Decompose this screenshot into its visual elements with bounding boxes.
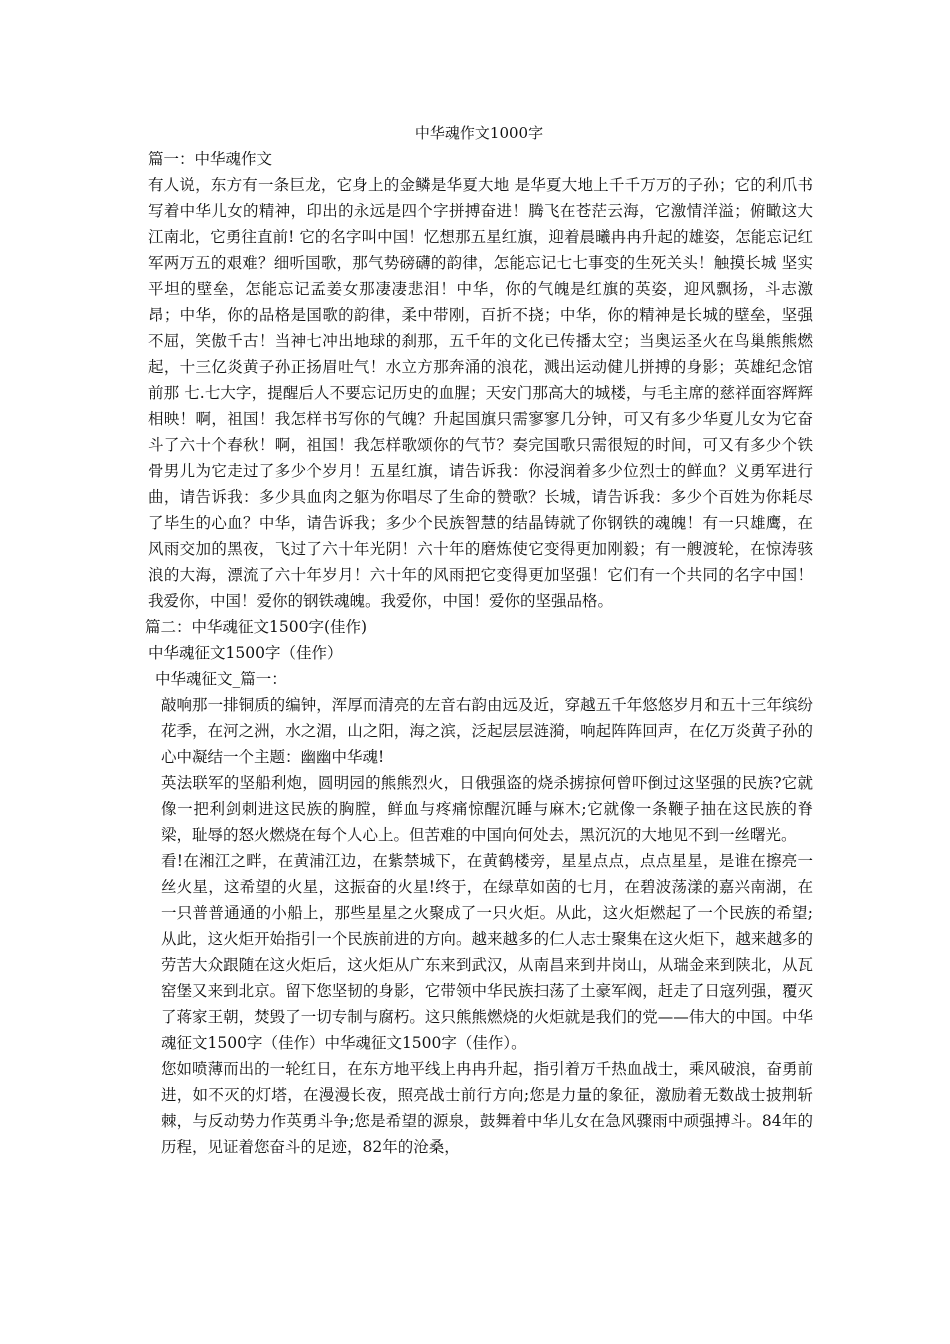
subheading-part-one: 中华魂征文_篇一： [155,670,287,688]
document-title: 中华魂作文1000字 [414,124,544,142]
paragraph-3: 英法联军的坚船利炮，圆明园的熊熊烈火，日俄强盗的烧杀掳掠何曾吓倒过这坚强的民族?它就像一把利剑刺进这民族的胸膛，鲜血与疼痛惊醒沉睡与麻木;它就像一条鞭子抽在这民族的脊梁，耻辱的怒火燃烧在每个人心上。但苦难的中国向何处去，黑沉沉的大地见不到一丝曙光。 [161,774,813,844]
document-page [145,120,813,1160]
section-heading-1: 篇一：中华魂作文 [148,150,273,168]
paragraph-4: 看!在湘江之畔，在黄浦江边，在紫禁城下，在黄鹤楼旁，星星点点，点点星星，是谁在擦亮一丝火星，这希望的火星，这振奋的火星!终于，在绿草如茵的七月，在碧波荡漾的嘉兴南湖，在一只普普通通的小船上，那些星星之火聚成了一只火炬。从此，这火炬燃起了一个民族的希望;从此，这火炬开始指引一个民族前进的方向。越来越多的仁人志士聚集在这火炬下，越来越多的劳苦大众跟随在这火炬后，这火炬从广东来到武汉，从南昌来到井岗山，从瑞金来到陕北，从瓦窑堡又来到北京。留下您坚韧的身影，它带领中华民族扫荡了土豪军阀，赶走了日寇列强，覆灭了蒋家王朝，焚毁了一切专制与腐朽。这只熊熊燃烧的火炬就是我们的党——伟大的中国。中华魂征文1500字（佳作）中华魂征文1500字（佳作）。 [161,852,813,1052]
subheading-essay-title: 中华魂征文1500字（佳作） [148,644,343,662]
paragraph-5: 您如喷薄而出的一轮红日，在东方地平线上冉冉升起，指引着万千热血战士，乘风破浪，奋勇前进，如不灭的灯塔，在漫漫长夜，照亮战士前行方向;您是力量的象征，激励着无数战士披荆斩棘，与反动势力作英勇斗争;您是希望的源泉，鼓舞着中华儿女在急风骤雨中顽强搏斗。84年的历程，见证着您奋斗的足迹，82年的沧桑， [161,1060,813,1156]
section-heading-2: 篇二：中华魂征文1500字(佳作) [145,618,368,636]
paragraph-1: 有人说，东方有一条巨龙，它身上的金鳞是华夏大地 是华夏大地上千千万万的子孙；它的利爪书写着中华儿女的精神，印出的永远是四个字拼搏奋进！腾飞在苍茫云海，它激情洋溢；俯瞰这大江南北，它勇往直前! 它的名字叫中国！忆想那五星红旗，迎着晨曦冉冉升起的雄姿，怎能忘记红军两万五的艰难？细听国歌，那气势磅礴的韵律，怎能忘记七七事变的生死关头！触摸长城 坚实平坦的壁垒，怎能忘记孟姜女那凄凄悲泪！中华，你的气魄是红旗的英姿，迎风飘扬，斗志激昂；中华，你的品格是国歌的韵律，柔中带刚，百折不挠；中华，你的精神是长城的壁垒，坚强不屈，笑傲千古！当神七冲出地球的刹那，五千年的文化已传播太空；当奥运圣火在鸟巢熊熊燃起，十三亿炎黄子孙正扬眉吐气！水立方那奔涌的浪花，溅出运动健儿拼搏的身影；英雄纪念馆前那 七.七大字，提醒后人不要忘记历史的血腥；天安门那高大的城楼，与毛主席的慈祥面容辉辉相映！啊，祖国！我怎样书写你的气魄？升起国旗只需寥寥几分钟，可又有多少华夏儿女为它奋斗了六十个春秋！啊，祖国！我怎样歌颂你的气节？奏完国歌只需很短的时间，可又有多少个铁骨男儿为它走过了多少个岁月！五星红旗，请告诉我：你浸润着多少位烈士的鲜血？义勇军进行曲，请告诉我：多少具血肉之躯为你唱尽了生命的赞歌？长城，请告诉我：多少个百姓为你耗尽了毕生的心血？中华，请告诉我；多少个民族智慧的结晶铸就了你钢铁的魂魄！有一只雄鹰，在风雨交加的黑夜，飞过了六十年光阴！六十年的磨炼使它变得更加刚毅；有一艘渡轮，在惊涛骇浪的大海，漂流了六十年岁月！六十年的风雨把它变得更加坚强！它们有一个共同的名字中国！我爱你，中国！爱你的钢铁魂魄。我爱你，中国！爱你的坚强品格。 [148,176,813,610]
paragraph-2: 敲响那一排铜质的编钟，浑厚而清亮的左音右韵由远及近，穿越五千年悠悠岁月和五十三年缤纷花季，在河之洲，水之湄，山之阳，海之滨，泛起层层涟漪，响起阵阵回声，在亿万炎黄子孙的心中凝结一个主题：幽幽中华魂! [161,696,813,766]
